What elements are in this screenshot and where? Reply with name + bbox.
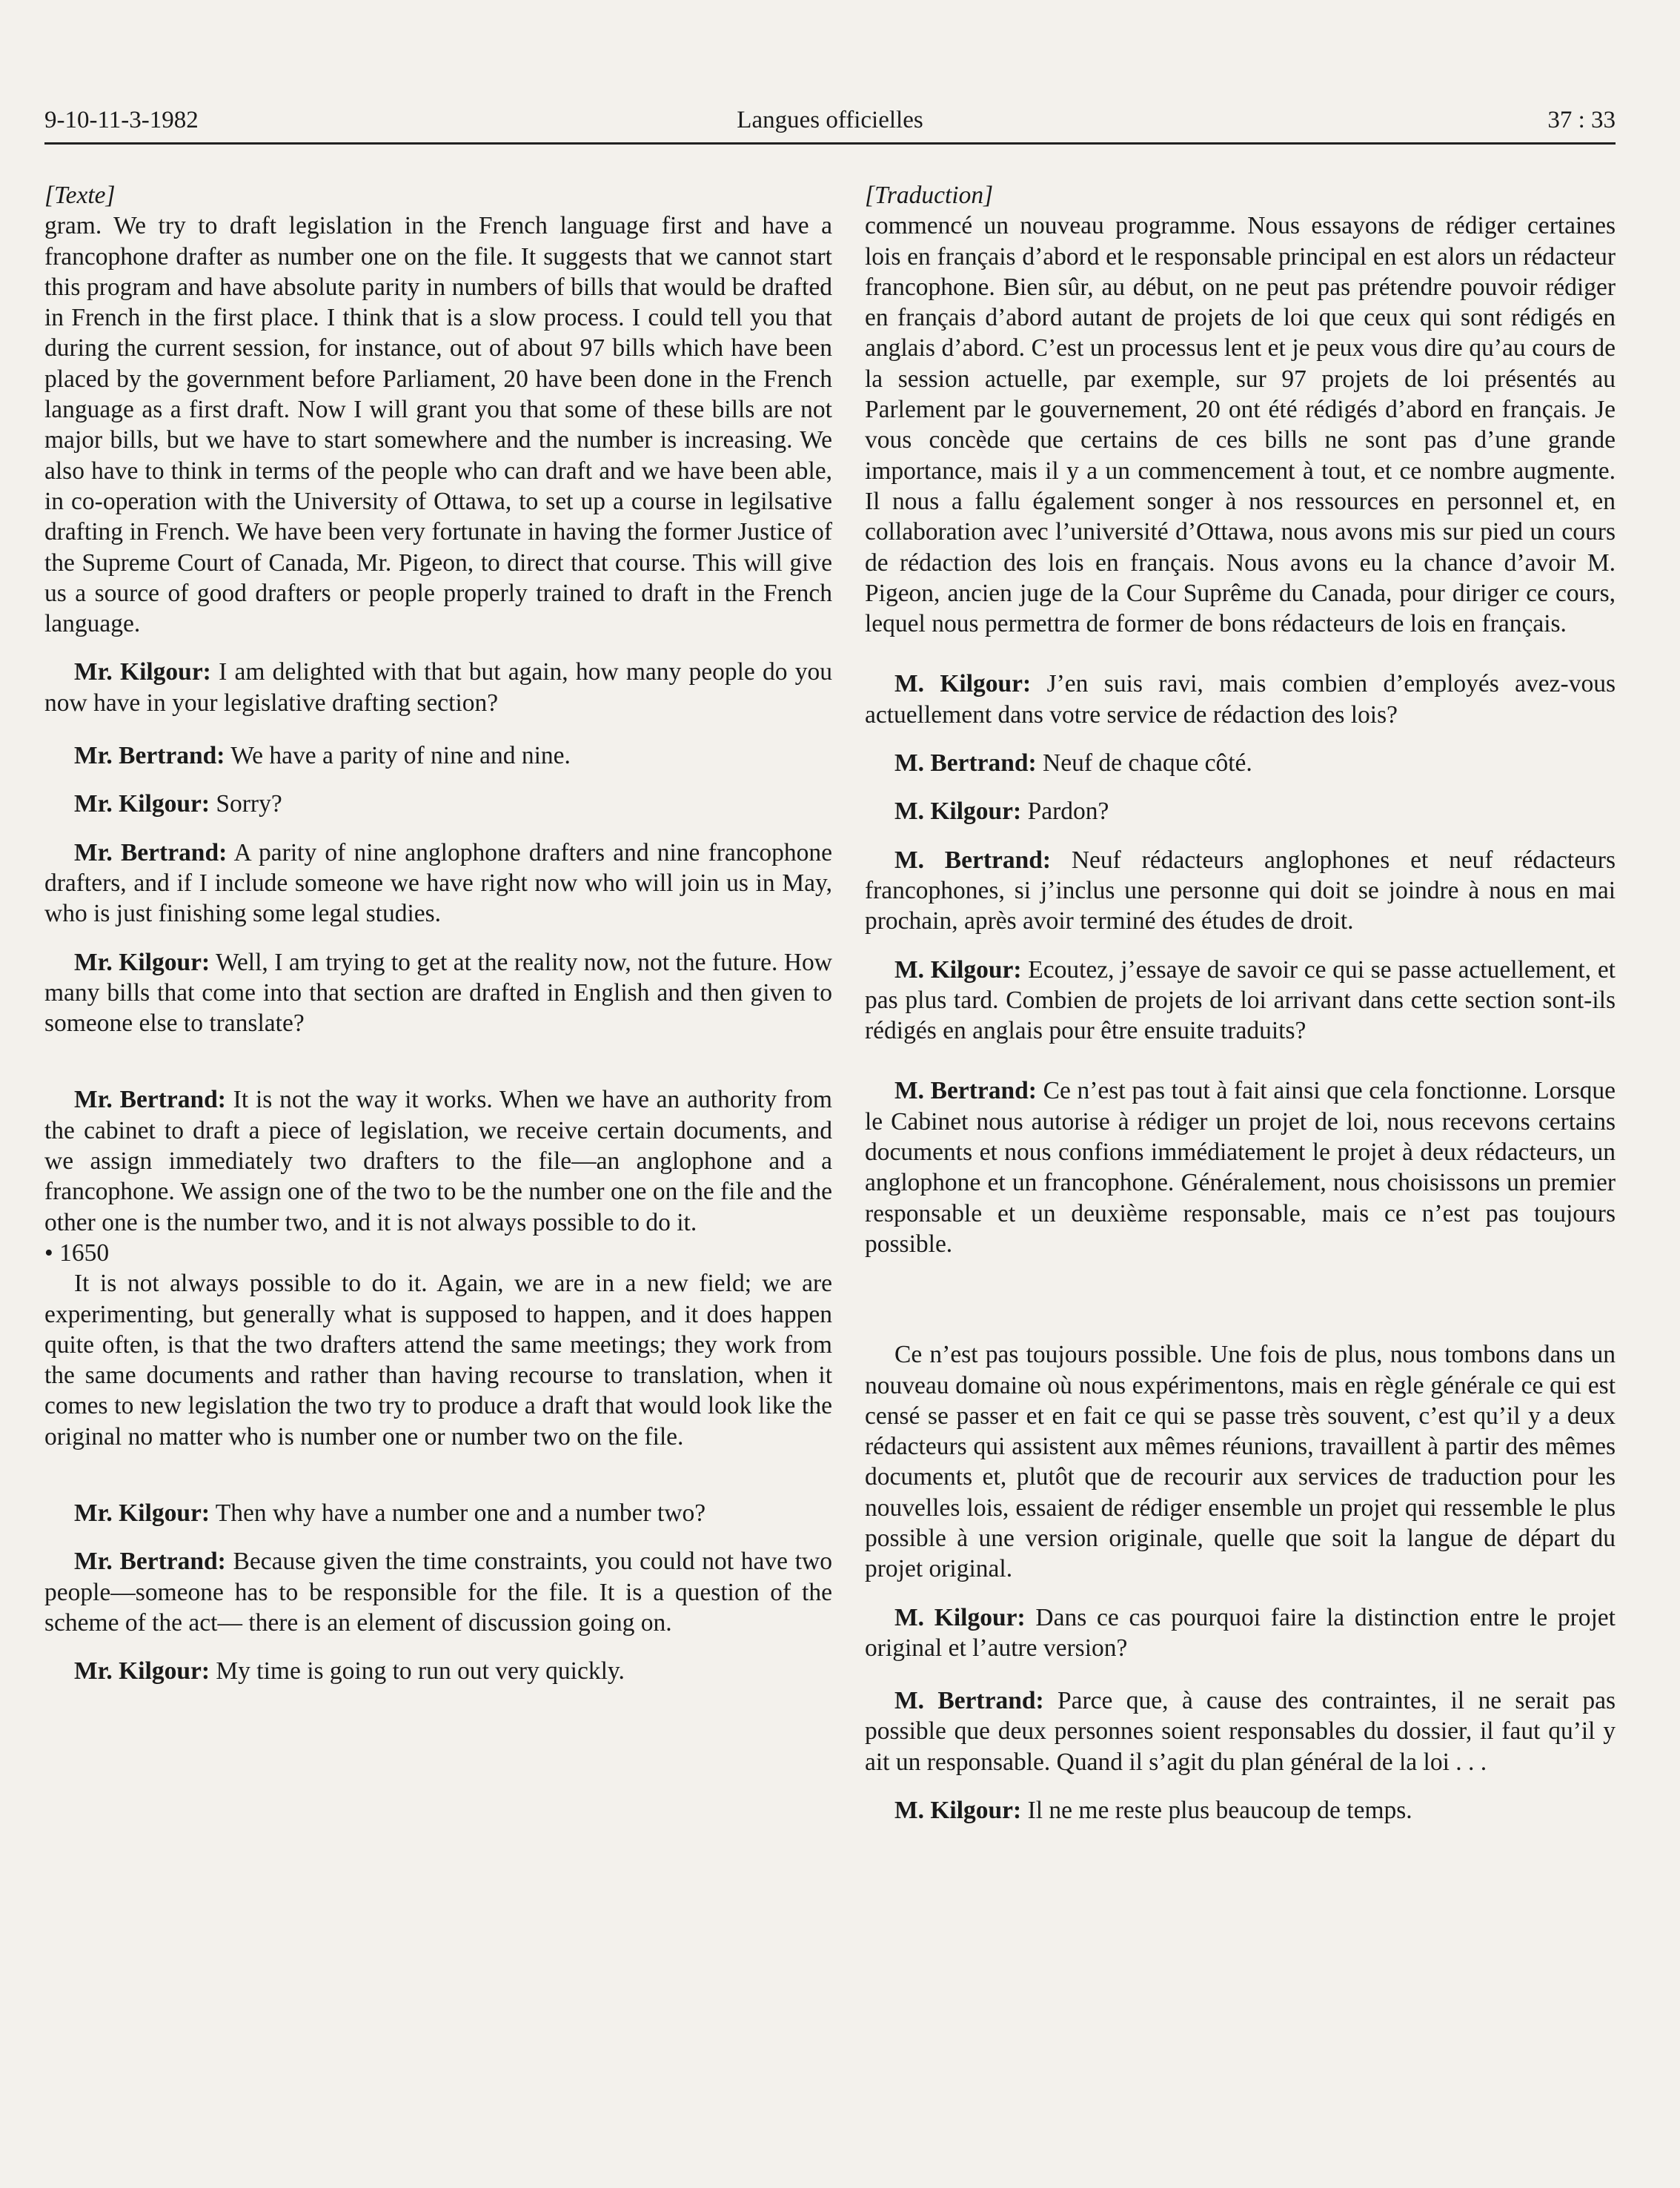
speech: M. Kilgour: J’en suis ravi, mais combien d’employés avez-vous actuellement dans votre service de rédaction des lois? [865, 670, 1616, 729]
speech: M. Bertrand: Neuf rédacteurs anglophones et neuf rédacteurs francophones, si j’inclus une personne qui doit se joindre à nous en mai prochain, après avoir terminé des études de droit. [865, 846, 1616, 935]
running-title: Langues officielles [737, 107, 923, 133]
page-header [44, 104, 1616, 145]
speaker-name: Mr. Kilgour: [74, 658, 211, 686]
speaker-name: Mr. Kilgour: [74, 948, 210, 976]
speaker-name: M. Kilgour: [894, 955, 1022, 984]
speaker-name: Mr. Kilgour: [74, 1657, 210, 1685]
speech: M. Bertrand: Parce que, à cause des contraintes, il ne serait pas possible que deux personnes soient responsables du dossier, il faut qu’il y ait un responsable. Quand il s’agit du plan général de la loi . . . [865, 1687, 1616, 1776]
speaker-name: M. Bertrand: [894, 1077, 1037, 1105]
speaker-name: Mr. Bertrand: [74, 838, 228, 866]
speaker-name: M. Kilgour: [894, 798, 1022, 826]
language-tag: [Texte] [44, 182, 116, 209]
speech: M. Bertrand: Ce n’est pas tout à fait ainsi que cela fonctionne. Lorsque le Cabinet nous autorise à rédiger un projet de loi, nous recevons certains documents et nous confions immédiatement le projet à deux rédacteurs, un anglophone et un francophone. Généralement, nous choisissons un premier responsable et un deuxième responsable, mais ce n’est pas toujours possible. [865, 1077, 1616, 1258]
speech: M. Bertrand: Neuf de chaque côté. [894, 749, 1252, 778]
language-tag: [Traduction] [865, 182, 994, 209]
speech: Mr. Kilgour: Well, I am trying to get at the reality now, not the future. How many bills that come into that section are drafted in English and then given to someone else to translate? [44, 948, 832, 1038]
english-column [44, 180, 832, 1686]
paragraph: Ce n’est pas toujours possible. Une fois de plus, nous tombons dans un nouveau domaine où nous expérimentons, mais en règle générale ce qui est censé se passer et en fait ce qui se passe très souvent, c’est qu’il y a deux rédacteurs qui assistent aux mêmes réunions, travaillent à partir des mêmes documents et, plutôt que de recourir aux services de traduction pour les nouvelles lois, essaient de rédiger ensemble un projet qui ressemble le plus possible à une version originale, quelle que soit la langue de départ du projet original. [865, 1341, 1616, 1583]
time-marker: • 1650 [44, 1239, 110, 1267]
speech: Mr. Kilgour: I am delighted with that but again, how many people do you now have in your legislative drafting section? [44, 658, 832, 717]
speech: M. Kilgour: Pardon? [894, 798, 1109, 826]
speaker-name: M. Bertrand: [894, 846, 1052, 874]
speaker-name: M. Bertrand: [894, 749, 1037, 778]
speaker-name: Mr. Kilgour: [74, 790, 210, 818]
page-number: 37 : 33 [1547, 107, 1616, 133]
speaker-name: Mr. Bertrand: [74, 742, 225, 770]
paragraph: commencé un nouveau programme. Nous essayons de rédiger certaines lois en français d’abord et le responsable principal en est alors un rédacteur francophone. Bien sûr, au début, on ne peut pas prétendre pouvoir rédiger en français d’abord autant de projets de loi que ceux qui sont rédigés en anglais d’abord. C’est un processus lent et je peux vous dire qu’au cours de la session actuelle, par exemple, sur 97 projets de loi présentés au Parlement par le gouvernement, 20 ont été rédigés d’abord en français. Je vous concède que certains de ces bills ne sont pas d’une grande importance, mais il y a un commencement à tout, et ce nombre augmente. Il nous a fallu également songer à nos ressources en personnel et, en collaboration avec l’université d’Ottawa, nous avons mis sur pied un cours de rédaction des lois en français. Nous avons eu la chance d’avoir M. Pigeon, ancien juge de la Cour Suprême du Canada, pour diriger ce cours, lequel nous permettra de former de bons rédacteurs de lois en français. [865, 212, 1616, 638]
speaker-name: M. Bertrand: [894, 1687, 1044, 1715]
speech: Mr. Kilgour: Then why have a number one and a number two? [74, 1499, 706, 1527]
speech: Mr. Bertrand: Because given the time constraints, you could not have two people—someone has to be responsible for the file. It is a question of the scheme of the act— there is an element of discussion going on. [44, 1548, 832, 1637]
speaker-name: M. Kilgour: [894, 1603, 1026, 1631]
speaker-name: Mr. Kilgour: [74, 1499, 210, 1527]
speech: Mr. Bertrand: We have a parity of nine and nine. [74, 742, 571, 770]
sitting-dates: 9-10-11-3-1982 [44, 107, 199, 133]
paragraph: It is not always possible to do it. Again, we are in a new field; we are experimenting, but generally what is supposed to happen, and it does happen quite often, is that the two drafters attend the same meetings; they work from the same documents and rather than having recourse to translation, when it comes to new legislation the two try to produce a draft that would look like the original no matter who is number one or number two on the file. [44, 1270, 832, 1451]
speech: Mr. Bertrand: It is not the way it works. When we have an authority from the cabinet to draft a piece of legislation, we receive certain documents, and we assign immediately two drafters to the file—an anglophone and a francophone. We assign one of the two to be the number one on the file and the other one is the number two, and it is not always possible to do it. [44, 1086, 832, 1236]
speech: M. Kilgour: Ecoutez, j’essaye de savoir ce qui se passe actuellement, et pas plus tard. Combien de projets de loi arrivant dans cette section sont-ils rédigés en anglais pour être ensuite traduits? [865, 955, 1616, 1045]
speaker-name: M. Kilgour: [894, 670, 1032, 698]
french-column [865, 180, 1616, 1826]
speaker-name: Mr. Bertrand: [74, 1548, 226, 1576]
speaker-name: M. Kilgour: [894, 1797, 1022, 1825]
speech: Mr. Kilgour: My time is going to run out very quickly. [74, 1657, 625, 1685]
paragraph: gram. We try to draft legislation in the French language first and have a francophone drafter as number one on the file. It suggests that we cannot start this program and have absolute parity in numbers of bills that would be drafted in French in the first place. I think that is a slow process. I could tell you that during the current session, for instance, out of about 97 bills which have been placed by the government before Parliament, 20 have been done in the French language as a first draft. Now I will grant you that some of these bills are not major bills, but we have to start somewhere and the number is increasing. We also have to think in terms of the people who can draft and we have been able, in co-operation with the University of Ottawa, to set up a course in legilsative drafting in French. We have been very fortunate in having the former Justice of the Supreme Court of Canada, Mr. Pigeon, to direct that course. This will give us a source of good drafters or people properly trained to draft in the French language. [44, 212, 832, 638]
speech: M. Kilgour: Dans ce cas pourquoi faire la distinction entre le projet original et l’autre version? [865, 1603, 1616, 1662]
speech: Mr. Kilgour: Sorry? [74, 790, 282, 818]
speaker-name: Mr. Bertrand: [74, 1086, 226, 1114]
speech: M. Kilgour: Il ne me reste plus beaucoup de temps. [894, 1797, 1412, 1825]
speech: Mr. Bertrand: A parity of nine anglophone drafters and nine francophone drafters, and if I include someone we have right now who will join us in May, who is just finishing some legal studies. [44, 838, 833, 928]
